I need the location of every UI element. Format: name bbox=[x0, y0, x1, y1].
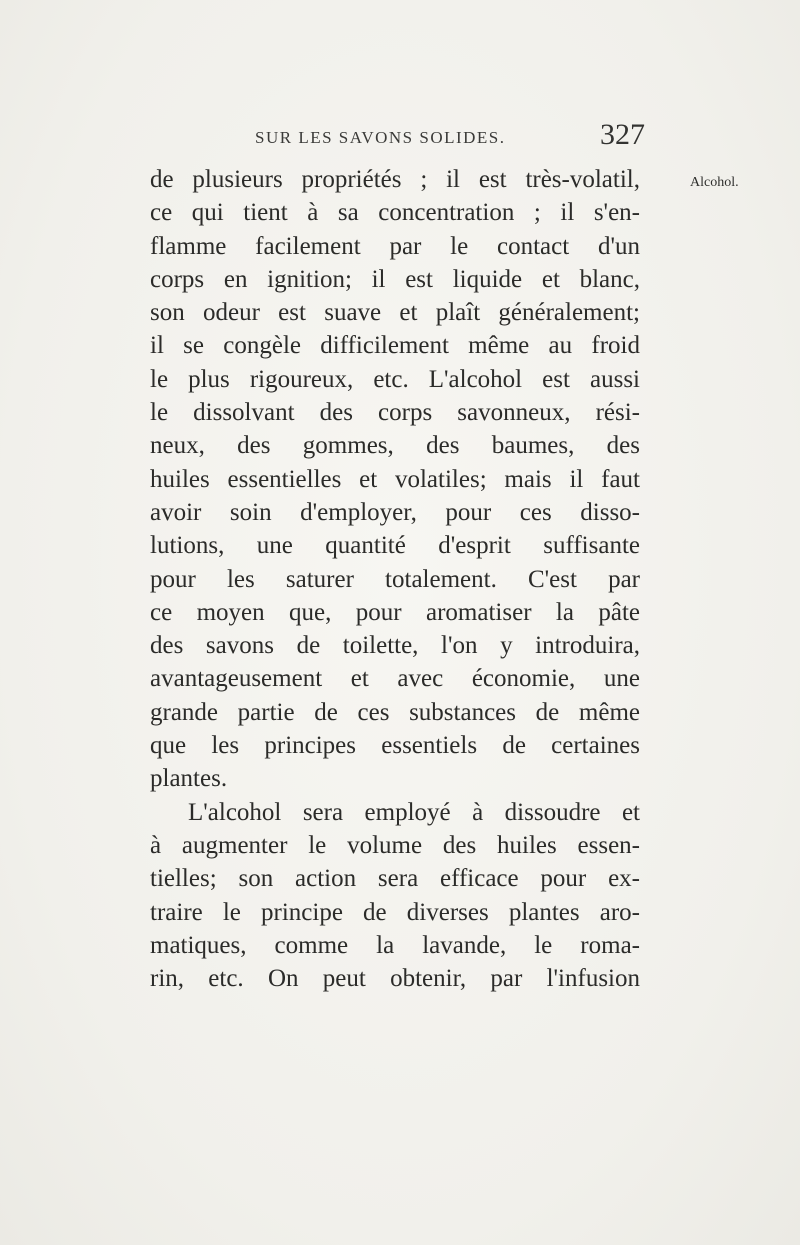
text-line: ce qui tient à sa concentration ; il s'en- bbox=[150, 199, 640, 227]
page-number: 327 bbox=[600, 118, 645, 151]
text-line: flamme facilement par le contact d'un bbox=[150, 232, 640, 260]
text-line: le plus rigoureux, etc. L'alcohol est aussi bbox=[150, 365, 640, 393]
page-header bbox=[255, 118, 645, 154]
text-line: neux, des gommes, des baumes, des bbox=[150, 432, 640, 460]
text-line: à augmenter le volume des huiles essen- bbox=[150, 831, 640, 859]
text-line: grande partie de ces substances de même bbox=[150, 698, 640, 726]
text-line: son odeur est suave et plaît généralement; bbox=[150, 299, 640, 327]
text-line: tielles; son action sera efficace pour ex- bbox=[150, 865, 640, 893]
text-line: le dissolvant des corps savonneux, rési- bbox=[150, 399, 640, 427]
text-line: ce moyen que, pour aromatiser la pâte bbox=[150, 598, 640, 626]
running-head: SUR LES SAVONS SOLIDES. bbox=[255, 128, 506, 147]
text-line: pour les saturer totalement. C'est par bbox=[150, 565, 640, 593]
text-line: avoir soin d'employer, pour ces disso- bbox=[150, 498, 640, 526]
text-line: traire le principe de diverses plantes aro- bbox=[150, 898, 640, 926]
text-line: des savons de toilette, l'on y introduira, bbox=[150, 632, 640, 660]
text-line: de plusieurs propriétés ; il est très-volatil, bbox=[150, 166, 640, 193]
text-line: matiques, comme la lavande, le roma- bbox=[150, 931, 640, 959]
text-line: L'alcohol sera employé à dissoudre et bbox=[188, 798, 640, 826]
text-line: que les principes essentiels de certaines bbox=[150, 732, 640, 760]
text-line: plantes. bbox=[150, 765, 228, 793]
text-line: corps en ignition; il est liquide et blanc, bbox=[150, 265, 640, 293]
text-line: lutions, une quantité d'esprit suffisante bbox=[150, 532, 640, 560]
text-line: avantageusement et avec économie, une bbox=[150, 665, 640, 693]
text-line: huiles essentielles et volatiles; mais il faut bbox=[150, 465, 640, 493]
text-line: il se congèle difficilement même au froid bbox=[150, 332, 640, 360]
margin-note: Alcohol. bbox=[690, 175, 739, 190]
text-line: rin, etc. On peut obtenir, par l'infusion bbox=[150, 965, 640, 993]
body-text bbox=[150, 163, 640, 995]
